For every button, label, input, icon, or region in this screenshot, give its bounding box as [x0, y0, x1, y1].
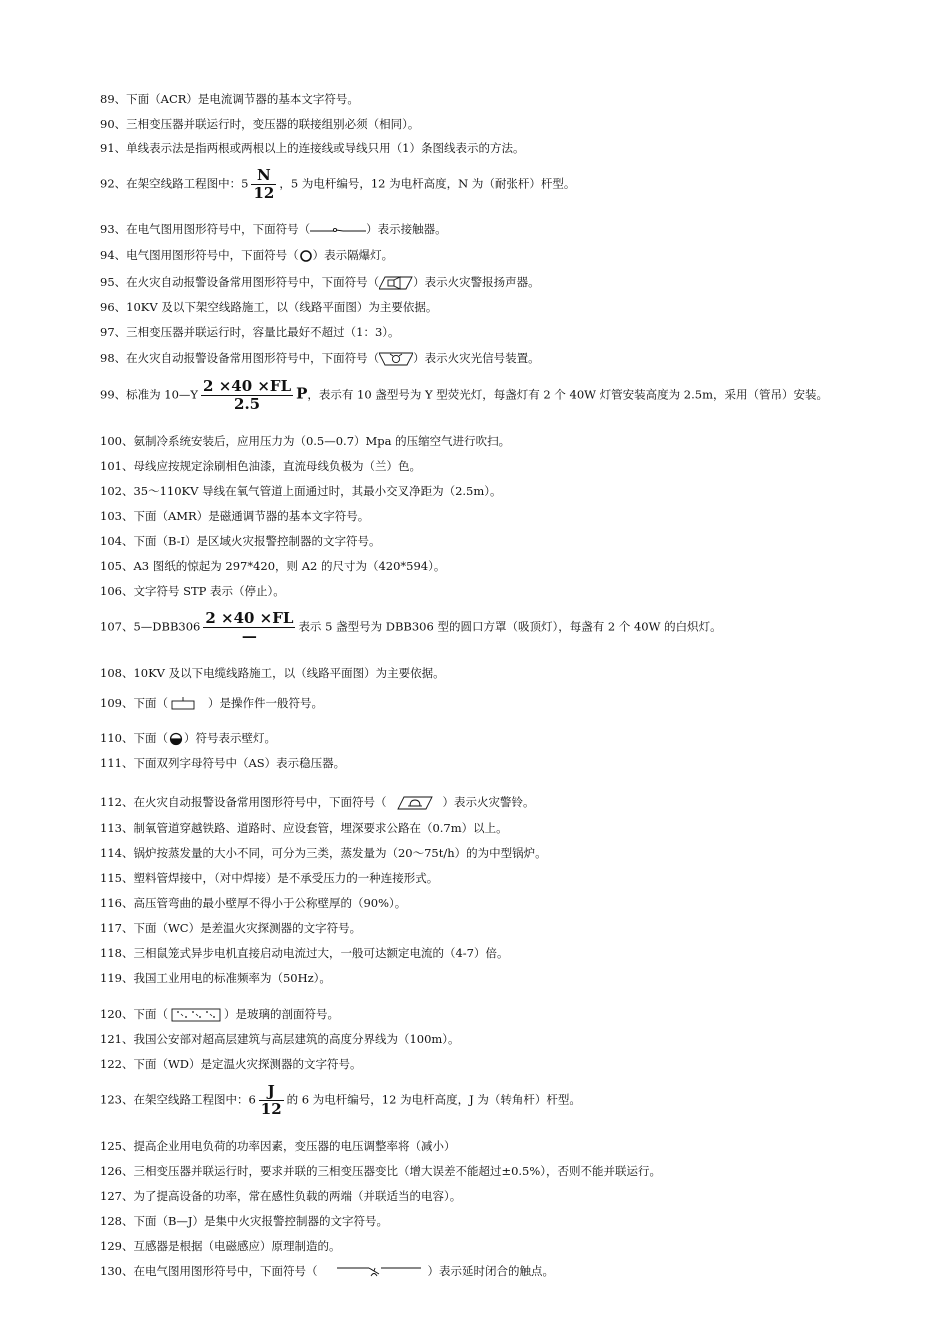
item-text: 下面（WD）是定温火灾探测器的文字符号。 [133, 1057, 362, 1071]
fraction-numerator: 2 ×40 ×FL [203, 377, 292, 395]
item-text-pre: 在电气图用图形符号中，下面符号（ [126, 222, 311, 236]
item-text-post: ）表示隔爆灯。 [312, 248, 394, 262]
item-117 [100, 921, 361, 935]
item-number: 94、 [100, 248, 127, 262]
item-104 [100, 534, 381, 548]
fraction-denominator: 12 [253, 184, 275, 202]
fraction-numerator: 2 ×40 ×FL [205, 609, 294, 627]
item-112 [100, 795, 534, 810]
item-number: 100、 [100, 434, 134, 448]
item-text-pre: 下面（ [133, 731, 168, 745]
fire-alarm-bell-icon [386, 796, 442, 810]
item-text: 下面双列字母符号中（AS）表示稳压器。 [133, 756, 346, 770]
item-text-pre: 标准为 10—Y [126, 387, 199, 402]
item-number: 117、 [100, 921, 134, 935]
item-123 [100, 1083, 581, 1118]
contactor-symbol-icon [310, 224, 366, 236]
item-128 [100, 1214, 388, 1228]
item-number: 105、 [100, 559, 134, 573]
item-125 [100, 1139, 455, 1153]
item-text-post: 表示 5 盏型号为 DBB306 型的圆口方罩（吸顶灯），每盏有 2 个 40W 的白炽灯。 [298, 619, 722, 634]
item-number: 127、 [100, 1189, 134, 1203]
item-111 [100, 756, 345, 770]
item-130 [100, 1264, 554, 1279]
item-93 [100, 222, 447, 236]
item-103 [100, 509, 369, 523]
item-number: 112、 [100, 795, 134, 809]
item-text: 下面（B-I）是区域火灾报警控制器的文字符号。 [133, 534, 381, 548]
item-text: 我国工业用电的标准频率为（50Hz）。 [133, 971, 331, 985]
item-text: 下面（WC）是差温火灾探测器的文字符号。 [133, 921, 362, 935]
item-text-pre: 在架空线路工程图中：6 [133, 1092, 256, 1107]
explosion-proof-lamp-icon [299, 249, 313, 263]
item-129 [100, 1239, 340, 1253]
item-text-post: ）表示火灾光信号装置。 [413, 351, 540, 365]
item-number: 120、 [100, 1007, 134, 1021]
item-number: 92、 [100, 176, 127, 191]
fraction-denominator: — [203, 627, 295, 645]
item-text: 下面（B—J）是集中火灾报警控制器的文字符号。 [133, 1214, 389, 1228]
item-text-pre: 电气图用图形符号中，下面符号（ [126, 248, 299, 262]
item-number: 99、 [100, 387, 127, 402]
item-text: 氨制冷系统安装后，应用压力为（0.5—0.7）Mpa 的压缩空气进行吹扫。 [133, 434, 511, 448]
item-text: 锅炉按蒸发量的大小不同，可分为三类，蒸发量为（20～75t/h）的为中型锅炉。 [133, 846, 547, 860]
item-126 [100, 1164, 661, 1178]
fraction-denominator: 2.5 [201, 395, 293, 413]
item-text: 10KV 及以下电缆线路施工，以（线路平面图）为主要依据。 [133, 666, 445, 680]
item-text: 10KV 及以下架空线路施工，以（线路平面图）为主要依据。 [126, 300, 438, 314]
item-text-post: ）是玻璃的剖面符号。 [223, 1007, 339, 1021]
item-94 [100, 248, 393, 263]
item-number: 108、 [100, 666, 134, 680]
item-text-post: ，表示有 10 盏型号为 Y 型荧光灯，每盏灯有 2 个 40W 灯管安装高度为 2.5m，采用（管吊）安装。 [307, 387, 828, 402]
item-number: 111、 [100, 756, 134, 770]
wall-lamp-icon [168, 732, 184, 746]
item-text-post: ）符号表示壁灯。 [183, 731, 276, 745]
item-92 [100, 167, 575, 202]
item-text-post: ）表示火灾警铃。 [442, 795, 535, 809]
item-121 [100, 1032, 460, 1046]
item-107 [100, 610, 722, 645]
item-number: 119、 [100, 971, 134, 985]
item-number: 130、 [100, 1264, 134, 1278]
item-number: 125、 [100, 1139, 134, 1153]
item-text: 提高企业用电负荷的功率因素，变压器的电压调整率将（减小） [133, 1139, 456, 1153]
time-delay-closing-contact-icon [317, 1265, 427, 1279]
item-number: 103、 [100, 509, 134, 523]
item-text-post: ）表示延时闭合的触点。 [427, 1264, 554, 1278]
item-number: 89、 [100, 92, 127, 106]
item-text: A3 图纸的惊起为 297*420，则 A2 的尺寸为（420*594）。 [133, 559, 446, 573]
item-number: 101、 [100, 459, 134, 473]
item-95 [100, 275, 540, 290]
item-number: 106、 [100, 584, 134, 598]
item-text-post: ，5 为电杆编号，12 为电杆高度，N 为（耐张杆）杆型。 [279, 176, 576, 191]
item-number: 90、 [100, 117, 127, 131]
fire-alarm-speaker-icon [379, 276, 413, 290]
fraction [251, 167, 276, 202]
item-number: 115、 [100, 871, 134, 885]
item-108 [100, 666, 445, 680]
item-122 [100, 1057, 362, 1071]
item-114 [100, 846, 547, 860]
item-number: 97、 [100, 325, 127, 339]
item-118 [100, 946, 508, 960]
item-text: 文字符号 STP 表示（停止）。 [133, 584, 285, 598]
item-number: 126、 [100, 1164, 134, 1178]
item-109 [100, 696, 323, 711]
fraction-numerator: J [267, 1082, 275, 1100]
item-number: 122、 [100, 1057, 134, 1071]
item-text: 我国公安部对超高层建筑与高层建筑的高度分界线为（100m）。 [133, 1032, 460, 1046]
fire-light-signal-icon [379, 352, 413, 366]
item-number: 116、 [100, 896, 134, 910]
item-100 [100, 434, 510, 448]
item-number: 123、 [100, 1092, 134, 1107]
item-number: 129、 [100, 1239, 134, 1253]
item-113 [100, 821, 508, 835]
item-number: 91、 [100, 141, 127, 155]
item-text-pre: 5—DBB306 [133, 619, 201, 634]
item-90 [100, 117, 419, 131]
item-number: 102、 [100, 484, 134, 498]
item-text-pre: 在火灾自动报警设备常用图形符号中，下面符号（ [133, 795, 387, 809]
item-106 [100, 584, 285, 598]
item-116 [100, 896, 406, 910]
item-text: 互感器是根据（电磁感应）原理制造的。 [133, 1239, 341, 1253]
item-text: 母线应按规定涂刷相色油漆，直流母线负极为（兰）色。 [133, 459, 421, 473]
item-text-pre: 在火灾自动报警设备常用图形符号中，下面符号（ [126, 351, 380, 365]
fraction [259, 1083, 284, 1118]
item-number: 114、 [100, 846, 134, 860]
item-text-pre: 在架空线路工程图中：5 [126, 176, 249, 191]
item-text: 下面（ACR）是电流调节器的基本文字符号。 [126, 92, 359, 106]
item-number: 121、 [100, 1032, 134, 1046]
item-127 [100, 1189, 461, 1203]
item-text: 制氧管道穿越铁路、道路时、应设套管，埋深要求公路在（0.7m）以上。 [133, 821, 508, 835]
fraction-denominator: 12 [260, 1100, 282, 1118]
item-number: 98、 [100, 351, 127, 365]
glass-section-symbol-icon [168, 1008, 224, 1022]
item-text: 高压管弯曲的最小壁厚不得小于公称壁厚的（90%）。 [133, 896, 407, 910]
item-99 [100, 378, 828, 413]
item-number: 93、 [100, 222, 127, 236]
item-number: 104、 [100, 534, 134, 548]
item-text: 三相变压器并联运行时，变压器的联接组别必须（相同）。 [126, 117, 420, 131]
item-number: 95、 [100, 275, 127, 289]
item-text-pre: 下面（ [133, 1007, 168, 1021]
item-97 [100, 325, 400, 339]
fraction-numerator: N [257, 166, 271, 184]
item-text: 单线表示法是指两根或两根以上的连接线或导线只用（1）条图线表示的方法。 [126, 141, 525, 155]
item-text: 塑料管焊接中，（对中焊接）是不承受压力的一种连接形式。 [133, 871, 439, 885]
item-110 [100, 731, 276, 746]
item-text: 三相变压器并联运行时，容量比最好不超过（1：3）。 [126, 325, 400, 339]
item-text-post: ）表示火灾警报扬声器。 [413, 275, 540, 289]
item-number: 128、 [100, 1214, 134, 1228]
item-text: 35～110KV 导线在氧气管道上面通过时，其最小交叉净距为（2.5m）。 [133, 484, 502, 498]
item-number: 107、 [100, 619, 134, 634]
item-96 [100, 300, 437, 314]
item-119 [100, 971, 331, 985]
item-105 [100, 559, 445, 573]
item-115 [100, 871, 438, 885]
item-number: 110、 [100, 731, 134, 745]
item-120 [100, 1007, 339, 1022]
item-101 [100, 459, 421, 473]
item-text: 下面（AMR）是磁通调节器的基本文字符号。 [133, 509, 370, 523]
item-text-post: 的 6 为电杆编号，12 为电杆高度，J 为（转角杆）杆型。 [286, 1092, 581, 1107]
item-91 [100, 141, 524, 155]
item-text-post: ）表示接触器。 [366, 222, 447, 236]
item-text-pre: 在电气图用图形符号中，下面符号（ [133, 1264, 318, 1278]
item-number: 109、 [100, 696, 134, 710]
item-102 [100, 484, 502, 498]
item-89 [100, 92, 359, 106]
item-text-post: ）是操作件一般符号。 [207, 696, 323, 710]
item-number: 118、 [100, 946, 134, 960]
operating-element-icon [168, 697, 208, 711]
fraction [201, 378, 293, 413]
item-number: 113、 [100, 821, 134, 835]
item-text: 三相变压器并联运行时，要求并联的三相变压器变比（增大误差不能超过±0.5%），否则不能并联运行。 [133, 1164, 662, 1178]
item-text: 三相鼠笼式异步电机直接启动电流过大，一般可达额定电流的（4-7）倍。 [133, 946, 509, 960]
item-text: 为了提高设备的功率，常在感性负载的两端（并联适当的电容）。 [133, 1189, 462, 1203]
item-text-pre: 下面（ [133, 696, 168, 710]
item-number: 96、 [100, 300, 127, 314]
fraction [203, 610, 295, 645]
item-98 [100, 351, 540, 366]
item-text-pre: 在火灾自动报警设备常用图形符号中，下面符号（ [126, 275, 380, 289]
formula-suffix: P [296, 384, 308, 403]
